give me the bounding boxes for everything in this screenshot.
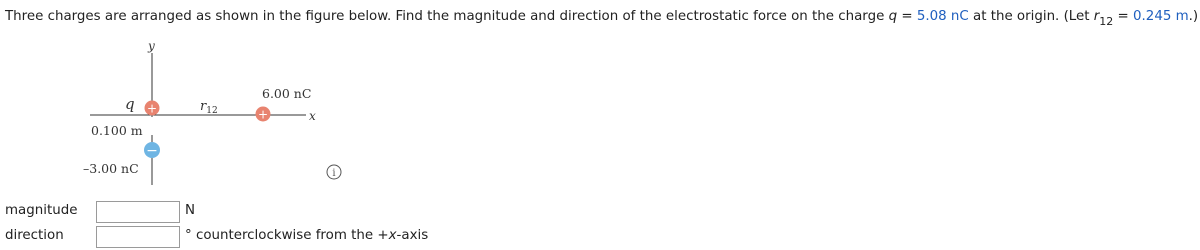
charge-figure [80, 35, 380, 195]
problem-text-3: .) [1188, 9, 1199, 24]
problem-text-2: at the origin. (Let [968, 9, 1094, 24]
equals-sign-2: = [1113, 9, 1134, 24]
direction-input[interactable] [96, 226, 180, 248]
info-icon-glyph: i [332, 168, 336, 179]
direction-unit [185, 228, 428, 243]
r-variable: r [1093, 9, 1100, 24]
q-variable: q [888, 9, 898, 24]
r12-label: $r_{12}$ [200, 99, 218, 116]
x-axis-label: x [309, 109, 316, 123]
direction-unit-suffix: -axis [396, 228, 429, 243]
direction-unit-prefix: ° counterclockwise from the + [185, 228, 389, 243]
problem-text-1: Three charges are arranged as shown in the figure below. Find the magnitude and direction of the electrostatic force on the charge [5, 9, 889, 24]
distance-label: 0.100 m [91, 123, 143, 138]
r-subscript: 12 [1099, 15, 1114, 28]
q-label: q [125, 95, 135, 113]
magnitude-input[interactable] [96, 201, 180, 223]
negative-charge-label: –3.00 nC [83, 161, 139, 176]
q-value: 5.08 nC [916, 9, 969, 24]
direction-unit-variable: x [388, 228, 397, 243]
magnitude-unit: N [185, 203, 196, 218]
direction-label: direction [5, 228, 64, 243]
positive-charge-label: 6.00 nC [262, 86, 312, 101]
equals-sign: = [897, 9, 917, 24]
r-value: 0.245 m [1133, 9, 1189, 24]
negative-minus-sign: − [146, 143, 158, 159]
y-axis-label: y [148, 39, 155, 53]
positive-plus-sign: + [257, 107, 269, 122]
q-plus-sign: + [146, 101, 158, 116]
magnitude-label: magnitude [5, 203, 78, 218]
problem-statement [5, 8, 1198, 26]
